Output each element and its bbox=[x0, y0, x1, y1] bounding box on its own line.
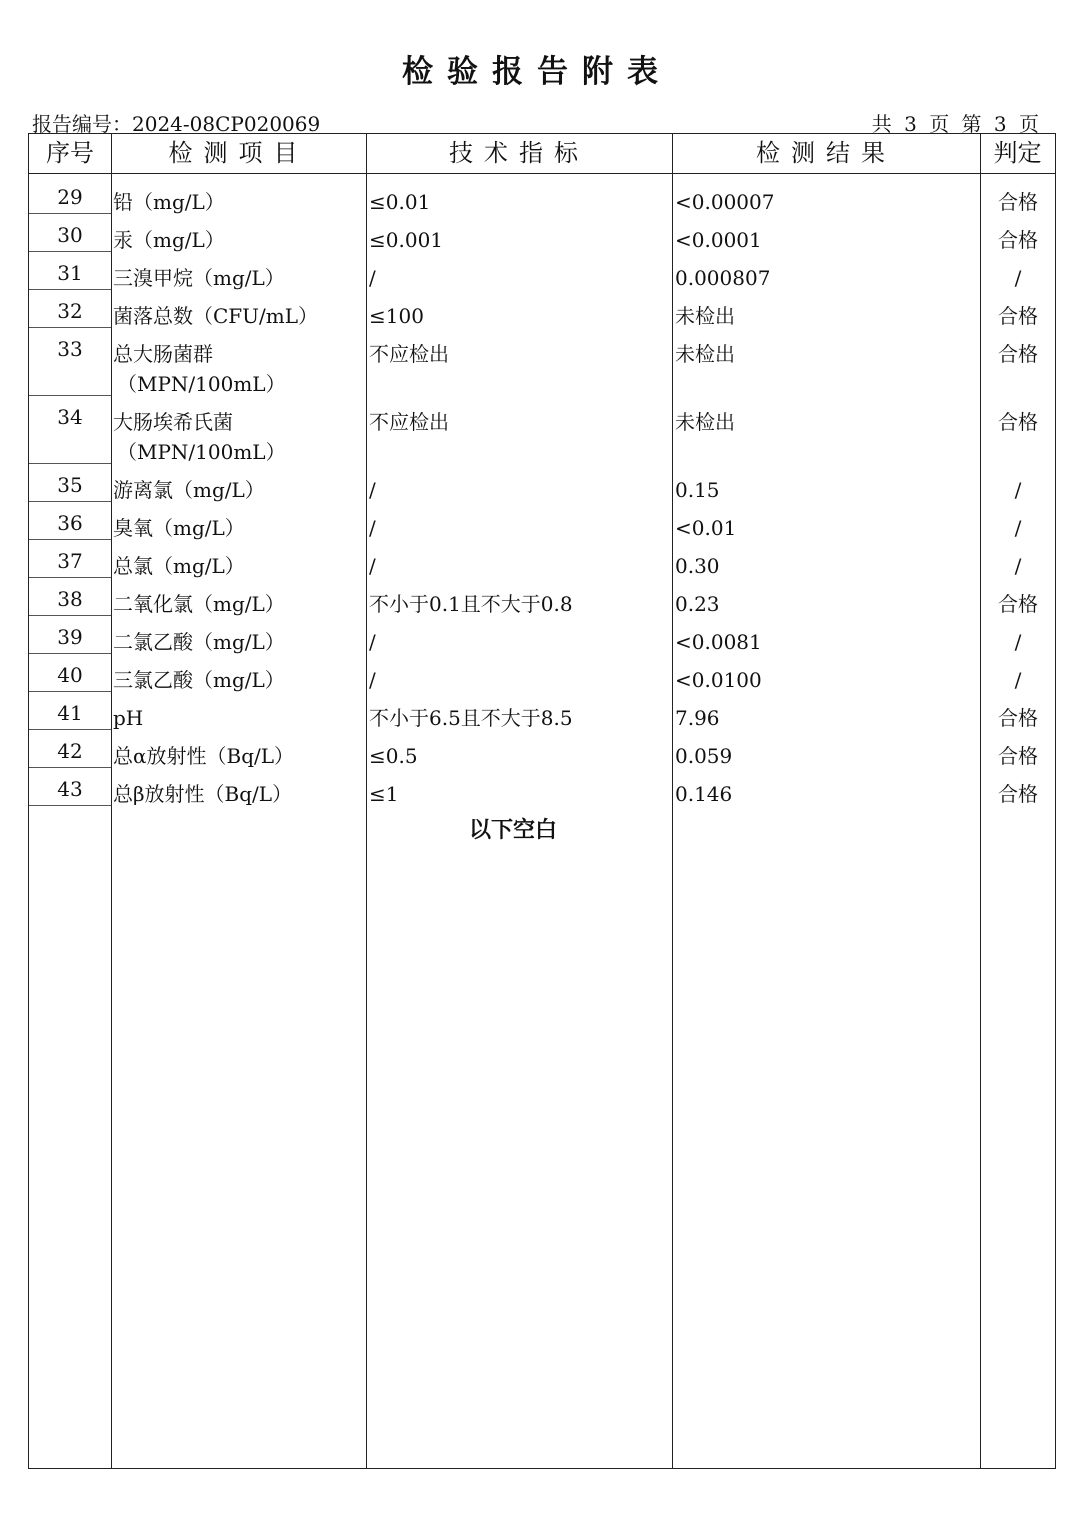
report-title: 检验报告附表 bbox=[402, 54, 672, 90]
row-item-text: 二氧化氯（mg/L） bbox=[113, 592, 285, 616]
row-item-text: 铅（mg/L） bbox=[113, 190, 225, 214]
row-number bbox=[29, 508, 111, 538]
row-number-text: 38 bbox=[57, 587, 83, 611]
row-number-text: 30 bbox=[57, 223, 83, 247]
row-item-text: 总α放射性（Bq/L） bbox=[113, 744, 295, 768]
row-judge-text: / bbox=[1014, 478, 1022, 502]
row-item bbox=[113, 627, 363, 657]
row-result-text: 7.96 bbox=[675, 706, 720, 730]
row-spec bbox=[369, 703, 669, 733]
row-judge-text: / bbox=[1014, 668, 1022, 692]
row-spec-text: ≤0.001 bbox=[369, 228, 444, 252]
row-number-text: 39 bbox=[57, 625, 83, 649]
row-judge-text: 合格 bbox=[998, 744, 1038, 768]
row-spec bbox=[369, 779, 669, 809]
row-item-text: 游离氯（mg/L） bbox=[113, 478, 265, 502]
row-judge bbox=[981, 551, 1055, 581]
row-number-text: 41 bbox=[57, 701, 83, 725]
column-divider bbox=[111, 134, 112, 1468]
row-judge bbox=[981, 225, 1055, 255]
row-number-separator bbox=[29, 539, 111, 540]
row-item bbox=[113, 551, 363, 581]
row-number-text: 33 bbox=[57, 337, 83, 361]
row-item-text: 总氯（mg/L） bbox=[113, 554, 245, 578]
row-judge bbox=[981, 703, 1055, 733]
row-spec-text: 不小于0.1且不大于0.8 bbox=[369, 592, 573, 616]
row-spec-text: / bbox=[369, 266, 376, 290]
row-item-text: 三溴甲烷（mg/L） bbox=[113, 266, 285, 290]
row-spec-text: / bbox=[369, 516, 376, 540]
row-item-text: 三氯乙酸（mg/L） bbox=[113, 668, 285, 692]
row-item-text: 总β放射性（Bq/L） bbox=[113, 782, 293, 806]
row-number-separator bbox=[29, 213, 111, 214]
row-number-text: 36 bbox=[57, 511, 83, 535]
row-judge-text: 合格 bbox=[998, 706, 1038, 730]
row-item bbox=[113, 301, 363, 331]
row-spec bbox=[369, 407, 669, 437]
header-no: 序号 bbox=[46, 139, 94, 167]
row-spec bbox=[369, 301, 669, 331]
row-spec-text: 不应检出 bbox=[369, 410, 449, 434]
row-result bbox=[675, 589, 975, 619]
row-item-text: 汞（mg/L） bbox=[113, 228, 225, 252]
row-spec-text: 不小于6.5且不大于8.5 bbox=[369, 706, 573, 730]
row-result-text: <0.0100 bbox=[675, 668, 762, 692]
row-item-unit: （MPN/100mL） bbox=[117, 440, 286, 464]
row-result-text: 未检出 bbox=[675, 304, 735, 328]
row-result-text: 0.059 bbox=[675, 744, 733, 768]
row-result-text: <0.01 bbox=[675, 516, 737, 540]
row-judge-text: 合格 bbox=[998, 592, 1038, 616]
row-result bbox=[675, 665, 975, 695]
row-result bbox=[675, 475, 975, 505]
row-item bbox=[113, 513, 363, 543]
row-spec bbox=[369, 225, 669, 255]
row-number bbox=[29, 660, 111, 690]
row-item bbox=[113, 187, 363, 217]
row-judge-text: 合格 bbox=[998, 410, 1038, 434]
row-judge bbox=[981, 301, 1055, 331]
row-item bbox=[113, 779, 363, 809]
row-judge-text: / bbox=[1014, 516, 1022, 540]
row-result-text: 0.30 bbox=[675, 554, 720, 578]
row-judge bbox=[981, 475, 1055, 505]
row-number-separator bbox=[29, 463, 111, 464]
row-result-text: <0.0001 bbox=[675, 228, 762, 252]
row-item bbox=[113, 407, 363, 467]
row-number-text: 42 bbox=[57, 739, 83, 763]
row-result bbox=[675, 225, 975, 255]
row-judge bbox=[981, 741, 1055, 771]
row-number bbox=[29, 584, 111, 614]
row-number-text: 29 bbox=[57, 185, 83, 209]
row-spec bbox=[369, 665, 669, 695]
row-judge-text: 合格 bbox=[998, 342, 1038, 366]
header-result: 检测结果 bbox=[756, 139, 896, 167]
row-number bbox=[29, 220, 111, 250]
row-item bbox=[113, 475, 363, 505]
row-spec-text: ≤0.5 bbox=[369, 744, 418, 768]
row-judge bbox=[981, 665, 1055, 695]
row-number-text: 32 bbox=[57, 299, 83, 323]
row-spec-text: / bbox=[369, 630, 376, 654]
row-number-text: 34 bbox=[57, 405, 83, 429]
row-result-text: 未检出 bbox=[675, 342, 735, 366]
row-item-text: 大肠埃希氏菌 bbox=[113, 410, 233, 434]
row-spec bbox=[369, 589, 669, 619]
row-number-separator bbox=[29, 577, 111, 578]
row-number bbox=[29, 698, 111, 728]
row-item bbox=[113, 339, 363, 399]
row-number-separator bbox=[29, 395, 111, 396]
row-judge-text: / bbox=[1014, 630, 1022, 654]
row-spec-text: / bbox=[369, 554, 376, 578]
row-judge bbox=[981, 589, 1055, 619]
row-spec-text: / bbox=[369, 668, 376, 692]
row-number bbox=[29, 774, 111, 804]
row-judge bbox=[981, 263, 1055, 293]
row-judge bbox=[981, 779, 1055, 809]
row-judge-text: 合格 bbox=[998, 190, 1038, 214]
row-number bbox=[29, 736, 111, 766]
report-number: 报告编号：2024-08CP020069 bbox=[32, 112, 321, 136]
row-spec-text: ≤1 bbox=[369, 782, 399, 806]
row-judge-text: / bbox=[1014, 554, 1022, 578]
row-spec-text: ≤0.01 bbox=[369, 190, 431, 214]
row-judge bbox=[981, 339, 1055, 369]
row-item-text: 臭氧（mg/L） bbox=[113, 516, 245, 540]
row-item bbox=[113, 703, 363, 733]
row-spec-text: 不应检出 bbox=[369, 342, 449, 366]
row-result bbox=[675, 301, 975, 331]
row-judge-text: / bbox=[1014, 266, 1022, 290]
page-info: 共 3 页 第 3 页 bbox=[871, 112, 1042, 136]
row-result-text: <0.00007 bbox=[675, 190, 775, 214]
row-item bbox=[113, 589, 363, 619]
row-result bbox=[675, 703, 975, 733]
row-number-text: 31 bbox=[57, 261, 83, 285]
row-judge bbox=[981, 513, 1055, 543]
row-spec-text: / bbox=[369, 478, 376, 502]
row-number-separator bbox=[29, 805, 111, 806]
row-number-text: 43 bbox=[57, 777, 83, 801]
row-number-separator bbox=[29, 653, 111, 654]
row-item bbox=[113, 665, 363, 695]
blank-note: 以下空白 bbox=[469, 818, 558, 843]
results-table bbox=[28, 133, 1056, 1469]
header-item: 检测项目 bbox=[168, 139, 309, 167]
row-number-text: 35 bbox=[57, 473, 83, 497]
row-spec bbox=[369, 263, 669, 293]
header-judge: 判定 bbox=[993, 139, 1042, 167]
row-number bbox=[29, 182, 111, 212]
row-judge-text: 合格 bbox=[998, 782, 1038, 806]
row-result bbox=[675, 551, 975, 581]
row-number-text: 37 bbox=[57, 549, 83, 573]
column-divider bbox=[672, 134, 673, 1468]
row-number-separator bbox=[29, 251, 111, 252]
row-number-separator bbox=[29, 729, 111, 730]
row-judge bbox=[981, 407, 1055, 437]
row-item bbox=[113, 741, 363, 771]
row-item-text: 二氯乙酸（mg/L） bbox=[113, 630, 285, 654]
row-result-text: <0.0081 bbox=[675, 630, 762, 654]
row-number-separator bbox=[29, 501, 111, 502]
row-result-text: 0.146 bbox=[675, 782, 733, 806]
row-judge-text: 合格 bbox=[998, 228, 1038, 252]
row-result bbox=[675, 407, 975, 437]
row-number bbox=[29, 258, 111, 288]
row-spec bbox=[369, 475, 669, 505]
row-number bbox=[29, 470, 111, 500]
row-number bbox=[29, 334, 111, 364]
row-spec bbox=[369, 741, 669, 771]
row-result bbox=[675, 627, 975, 657]
row-result bbox=[675, 741, 975, 771]
row-number bbox=[29, 546, 111, 576]
row-result bbox=[675, 339, 975, 369]
row-number bbox=[29, 402, 111, 432]
row-result bbox=[675, 263, 975, 293]
row-number-separator bbox=[29, 691, 111, 692]
row-spec bbox=[369, 627, 669, 657]
row-item-unit: （MPN/100mL） bbox=[117, 372, 286, 396]
header-spec: 技术指标 bbox=[449, 139, 589, 167]
row-spec bbox=[369, 513, 669, 543]
header-divider bbox=[29, 173, 1055, 174]
row-item bbox=[113, 263, 363, 293]
row-number-separator bbox=[29, 767, 111, 768]
row-number-separator bbox=[29, 615, 111, 616]
row-spec-text: ≤100 bbox=[369, 304, 424, 328]
row-result bbox=[675, 779, 975, 809]
row-result-text: 未检出 bbox=[675, 410, 735, 434]
row-judge-text: 合格 bbox=[998, 304, 1038, 328]
row-number-separator bbox=[29, 327, 111, 328]
row-result-text: 0.15 bbox=[675, 478, 720, 502]
row-number-text: 40 bbox=[57, 663, 83, 687]
row-judge bbox=[981, 627, 1055, 657]
row-spec bbox=[369, 187, 669, 217]
row-result-text: 0.000807 bbox=[675, 266, 771, 290]
row-judge bbox=[981, 187, 1055, 217]
row-item-text: pH bbox=[113, 706, 144, 730]
row-item-text: 总大肠菌群 bbox=[113, 342, 213, 366]
row-number bbox=[29, 622, 111, 652]
row-number bbox=[29, 296, 111, 326]
row-number-separator bbox=[29, 289, 111, 290]
row-item-text: 菌落总数（CFU/mL） bbox=[113, 304, 319, 328]
row-spec bbox=[369, 339, 669, 369]
column-divider bbox=[366, 134, 367, 1468]
row-result bbox=[675, 513, 975, 543]
row-item bbox=[113, 225, 363, 255]
row-result-text: 0.23 bbox=[675, 592, 720, 616]
row-result bbox=[675, 187, 975, 217]
row-spec bbox=[369, 551, 669, 581]
